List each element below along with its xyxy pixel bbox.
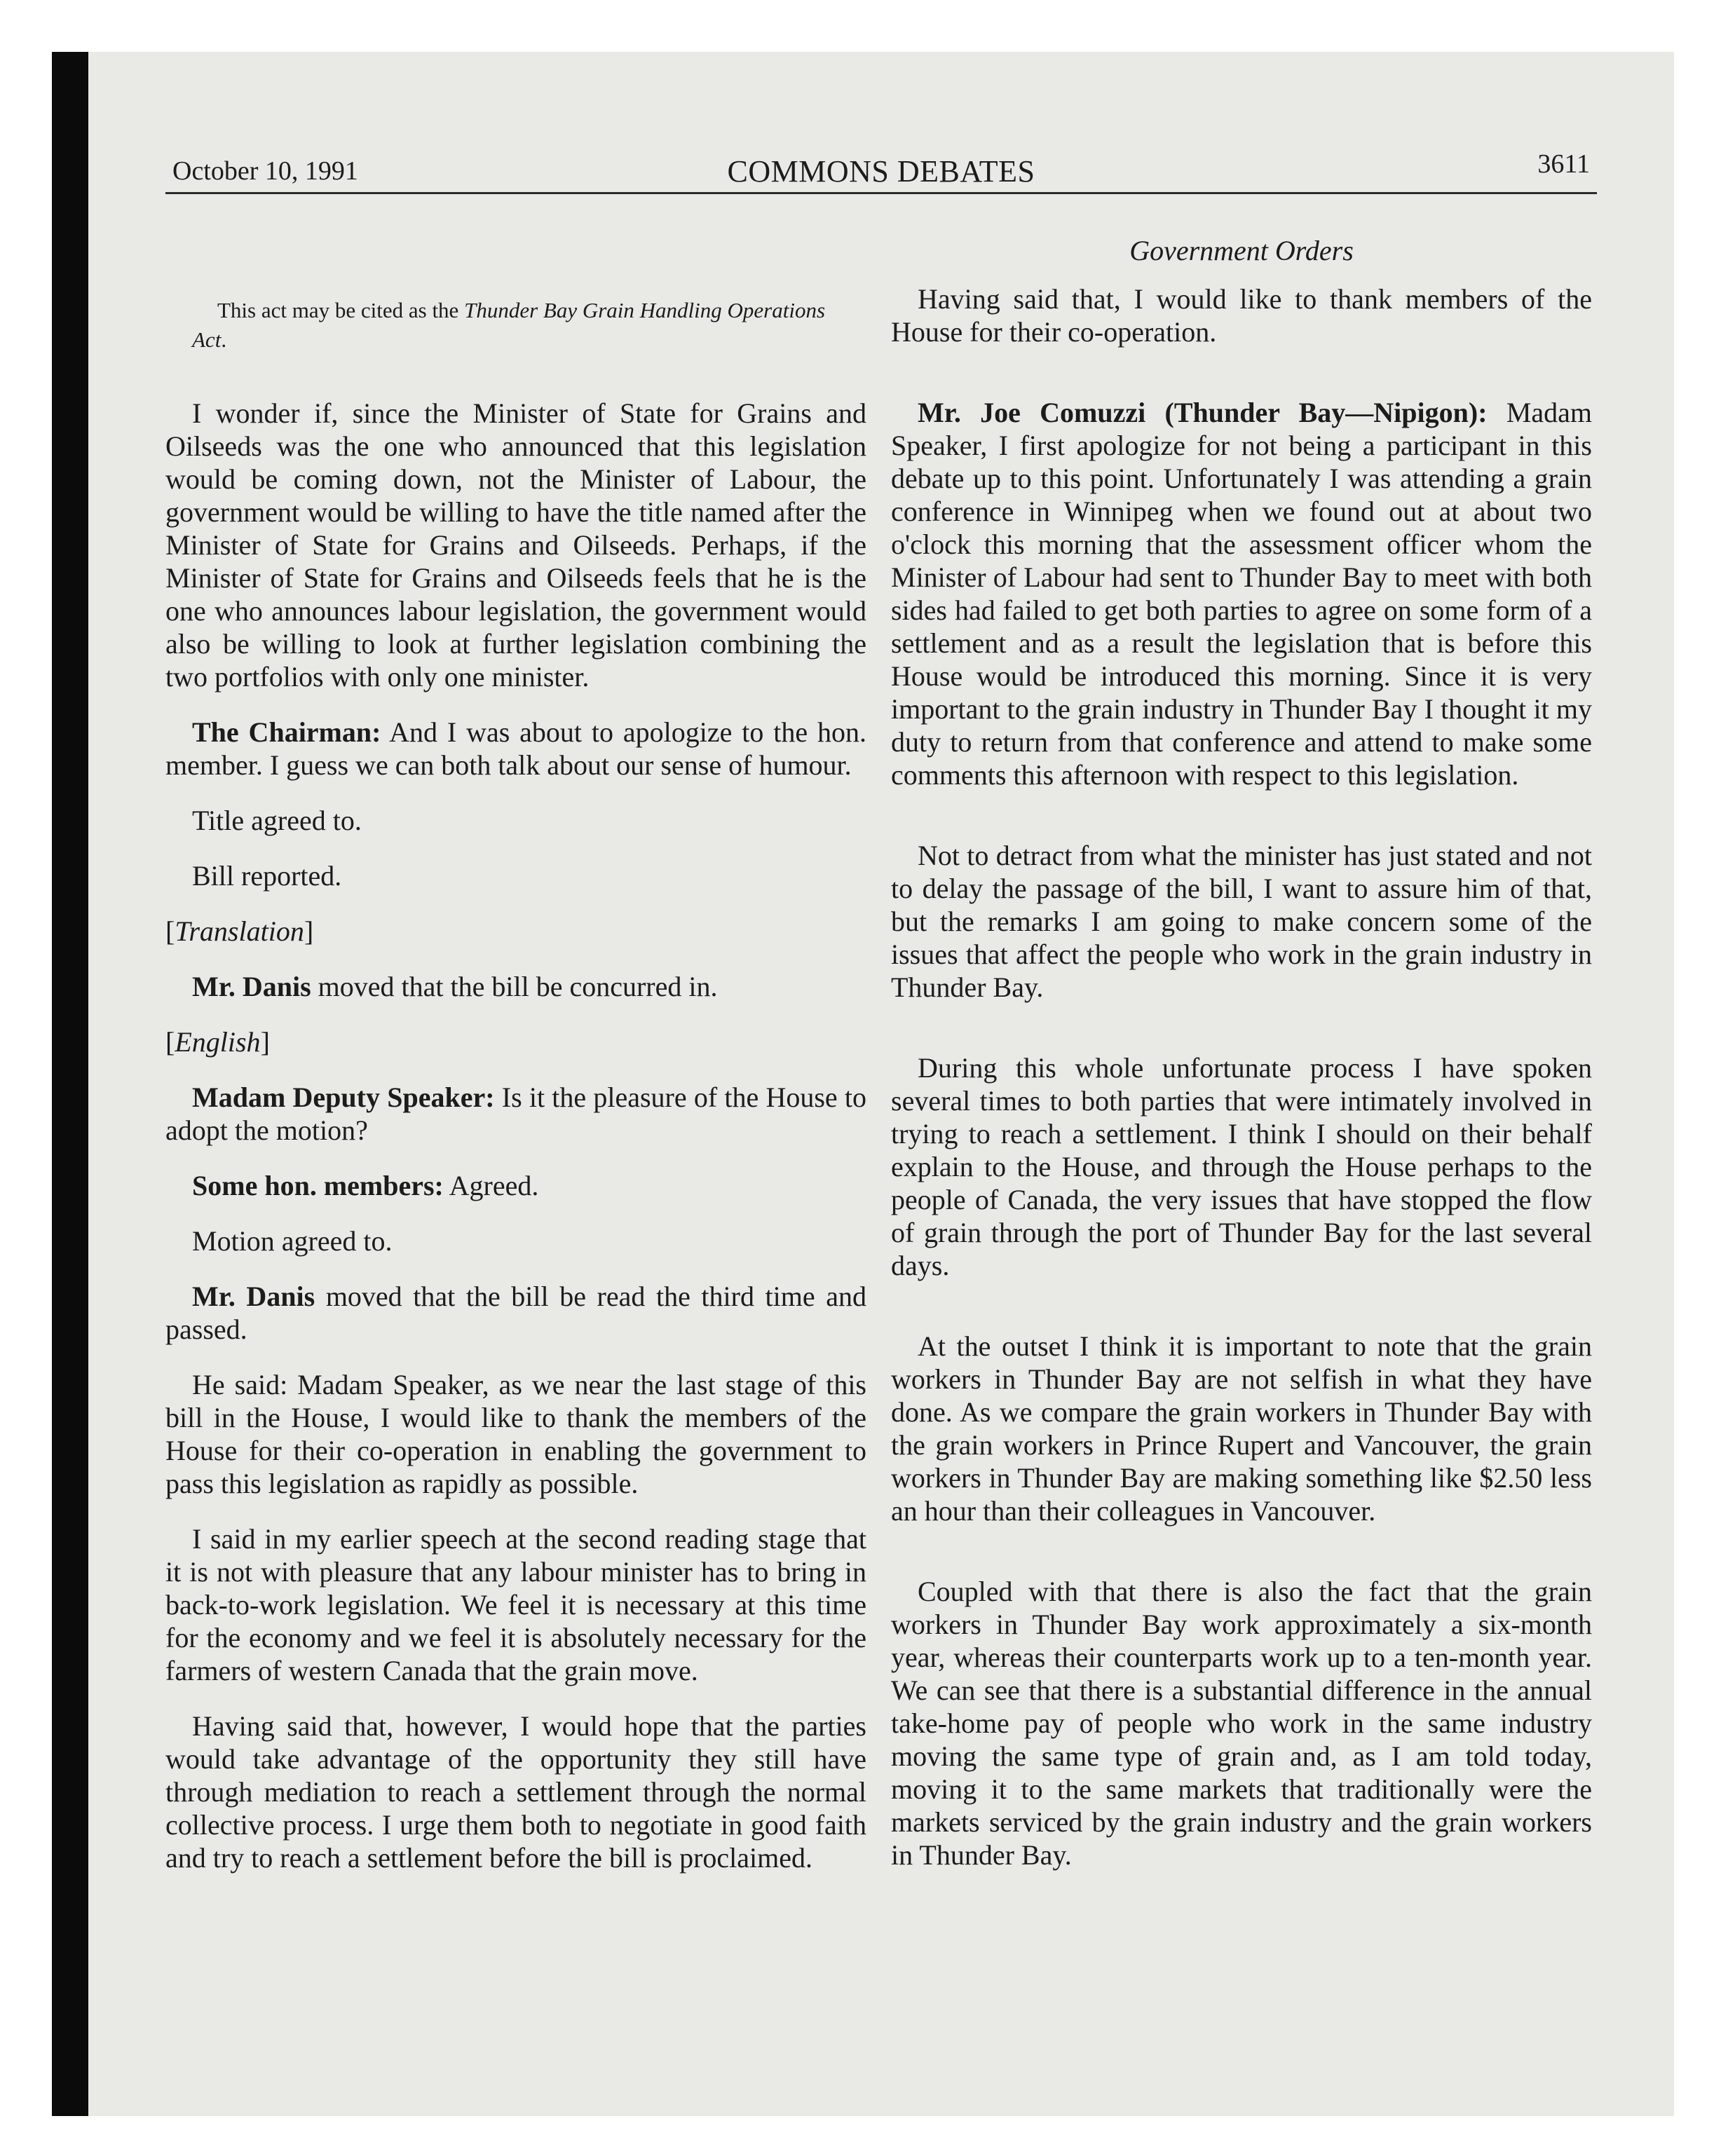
speaker-name: Mr. Danis — [192, 1281, 315, 1312]
speech-text: Is it the pleasure of the House to adopt the motion? — [165, 1082, 867, 1146]
bill-citation-quote — [192, 296, 845, 355]
paragraph-mediation: Having said that, however, I would hope that the parties would take advantage of the opportunity they still have through mediation to reach a settlement through the normal collective process. I urge them both to negotiate in good faith and try to reach a settlement before the bill is proclaimed. — [165, 1710, 866, 1874]
paragraph-deputy-speaker — [165, 1081, 866, 1147]
speech-text: Agreed. — [443, 1170, 539, 1201]
paragraph-he-said: He said: Madam Speaker, as we near the last stage of this bill in the House, I would like to thank the members of the House for their co-operation in enabling the government to pass this legislation as rapidly as possible. — [165, 1369, 866, 1499]
header-page-number: 3611 — [1537, 149, 1590, 179]
speaker-name: Mr. Joe Comuzzi (Thunder Bay—Nipigon): — [918, 397, 1488, 428]
document-page — [88, 52, 1674, 2116]
translation-marker: [Translation] — [165, 915, 314, 947]
speech-text: moved that the bill be concurred in. — [311, 971, 718, 1002]
paragraph-danis-concur — [165, 970, 866, 1003]
speaker-name: Some hon. members: — [192, 1170, 444, 1201]
scan-edge — [52, 52, 88, 2116]
header-rule — [165, 192, 1597, 194]
paragraph-danis-third-reading — [165, 1280, 866, 1346]
header-date: October 10, 1991 — [172, 156, 358, 186]
title-agreed: Title agreed to. — [192, 805, 362, 836]
paragraph-earlier-speech: I said in my earlier speech at the second reading stage that it is not with pleasure that any labour minister has to bring in back-to-work legislation. We feel it is necessary at this time for the economy and we feel it is absolutely necessary for the farmers of western Canada that the grain move. — [165, 1523, 866, 1686]
speaker-name: The Chairman: — [192, 716, 381, 748]
speaker-name: Mr. Danis — [192, 971, 311, 1002]
english-marker: [English] — [165, 1026, 270, 1058]
speech-text: And I was about to apologize to the hon. member. I guess we can both talk about our sense of humour. — [165, 716, 866, 781]
paragraph-members-agreed — [165, 1169, 866, 1202]
paragraph-comuzzi — [891, 396, 1592, 791]
paragraph-chairman — [165, 716, 866, 782]
quote-suffix: . — [221, 327, 227, 352]
quote-prefix: This act may be cited as the — [217, 298, 465, 322]
header-publication: COMMONS DEBATES — [727, 154, 1035, 189]
left-column — [165, 234, 866, 1897]
paragraph-detract: Not to detract from what the minister has just stated and not to delay the passage of the bill, I want to assure him of that, but the remarks I am going to make concern some of the issues that affect the people who work in the grain industry in Thunder Bay. — [891, 840, 1592, 1003]
right-column — [891, 234, 1592, 1894]
quote-act-title: Thunder Bay Grain Handling Operations Act — [192, 298, 826, 352]
bill-reported: Bill reported. — [192, 860, 342, 892]
paragraph-minister-title: I wonder if, since the Minister of State for Grains and Oilseeds was the one who announced that this legislation would be coming down, not the Minister of Labour, the government would be willing to have the title named after the Minister of State for Grains and Oilseeds. Perhaps, if the Minister of State for Grains and Oilseeds feels that he is the one who announces labour legislation, the government would also be willing to look at further legislation combining the two portfolios with only one minister. — [165, 397, 866, 692]
paragraph-coupled: Coupled with that there is also the fact that the grain workers in Thunder Bay work approximately a six-month year, whereas their counterparts work up to a ten-month year. We can see that there is a substantial difference in the annual take-home pay of people who work in the same industry moving the same type of grain and, as I am told today, moving it to the same markets that traditionally were the markets serviced by the grain industry and the grain workers in Thunder Bay. — [891, 1576, 1592, 1871]
paragraph-outset: At the outset I think it is important to note that the grain workers in Thunder Bay are not selfish in what they have done. As we compare the grain workers in Thunder Bay with the grain workers in Prince Rupert and Vancouver, the grain workers in Thunder Bay are making something like $2.50 less an hour than their colleagues in Vancouver. — [891, 1330, 1592, 1527]
paragraph-thanks: Having said that, I would like to thank members of the House for their co-operation. — [891, 283, 1592, 348]
speaker-name: Madam Deputy Speaker: — [192, 1082, 495, 1113]
page-header — [165, 143, 1597, 192]
motion-agreed: Motion agreed to. — [192, 1225, 393, 1257]
paragraph-process: During this whole unfortunate process I have spoken several times to both parties that were intimately involved in trying to reach a settlement. I think I should on their behalf explain to the House, and through the House perhaps to the people of Canada, the very issues that have stopped the flow of grain through the port of Thunder Bay for the last several days. — [891, 1052, 1592, 1281]
english-label: English — [175, 1026, 261, 1058]
translation-label: Translation — [175, 915, 304, 947]
speech-text: Madam Speaker, I first apologize for not being a participant in this debate up to this point. Unfortunately I was attending a grain conference in Winnipeg when we found out at about two o'clock this morning that the assessment officer whom the Minister of Labour had sent to Thunder Bay to meet with both sides had failed to get both parties to agree on some form of a settlement and as a result the legislation that is before this House would be introduced this morning. Since it is very important to the grain industry in Thunder Bay I thought it my duty to return from that conference and attend to make some comments this afternoon with respect to this legislation. — [891, 397, 1593, 791]
speech-text: moved that the bill be read the third time and passed. — [165, 1281, 866, 1345]
section-heading: Government Orders — [1129, 235, 1354, 266]
